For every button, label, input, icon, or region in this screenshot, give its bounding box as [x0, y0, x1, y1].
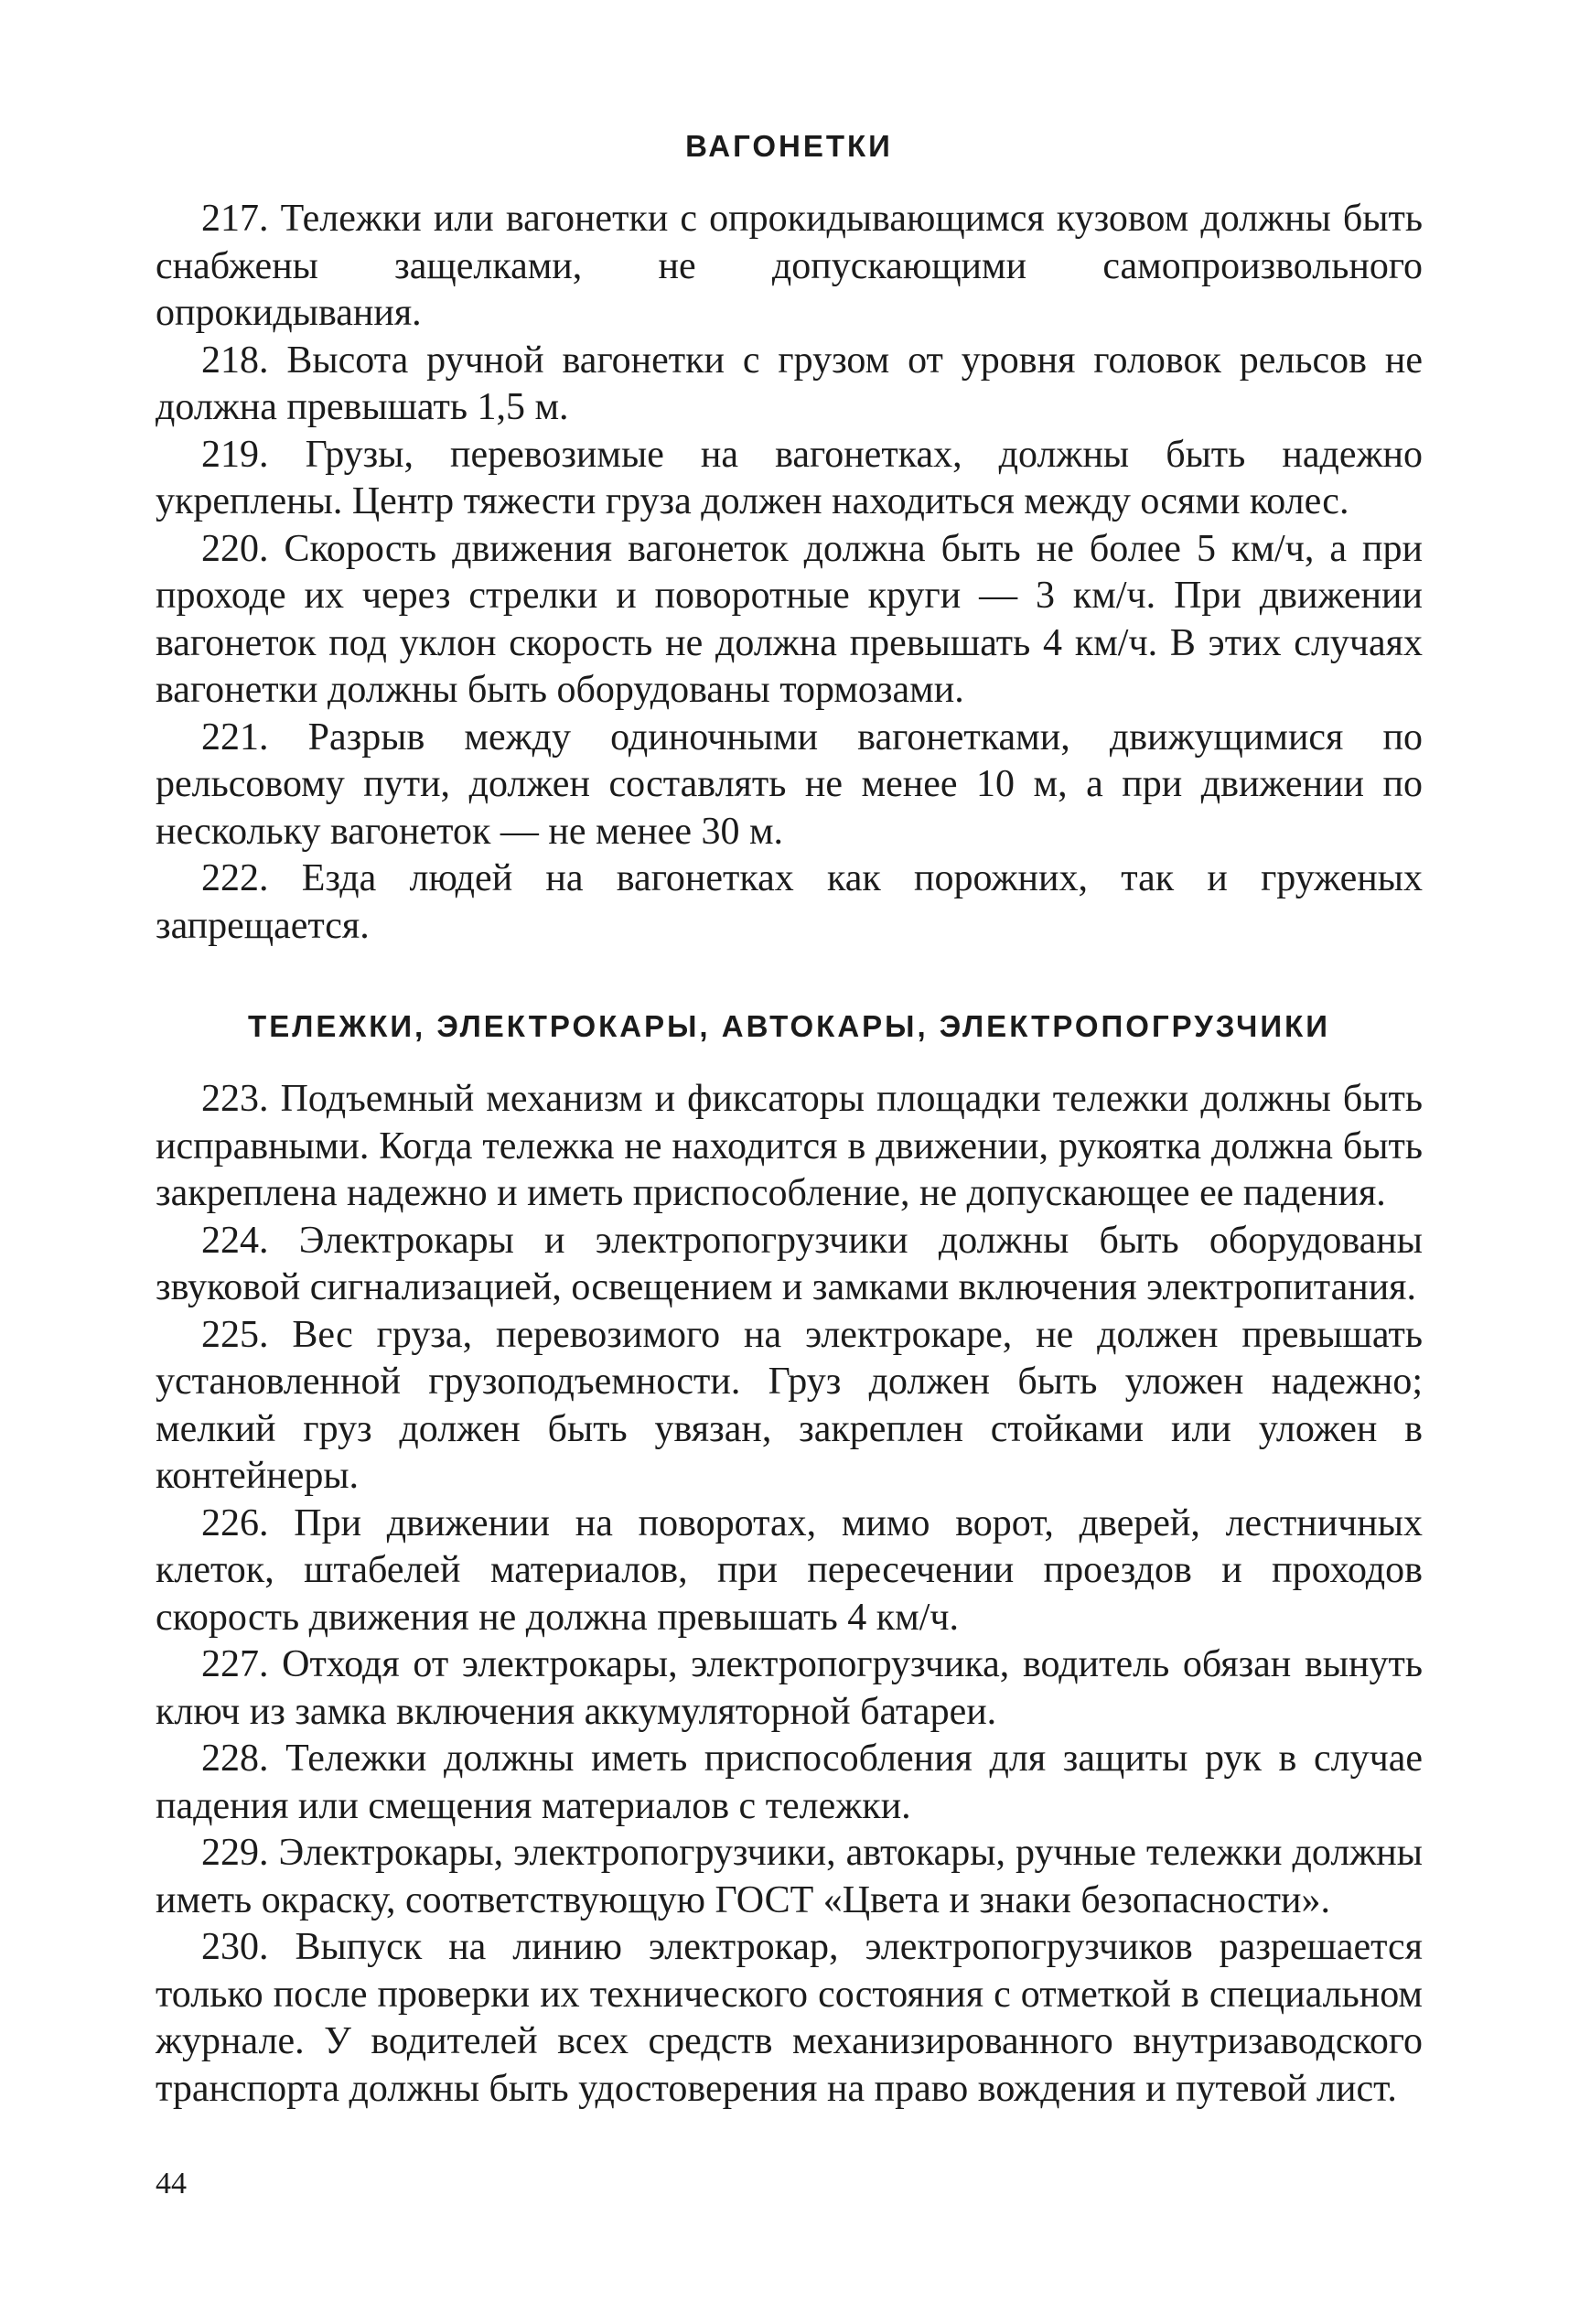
page-number: 44: [156, 2167, 187, 2200]
section-heading-wagons: ВАГОНЕТКИ: [685, 129, 893, 163]
paragraph-228: 228. Тележки должны иметь приспособления для защиты рук в случае падения или смещения материалов с тележки.: [156, 1738, 1423, 1827]
paragraph-227: 227. Отходя от электрокары, электропогрузчика, водитель обязан вынуть ключ из замка включения аккумуляторной батареи.: [156, 1643, 1423, 1733]
paragraph-223: 223. Подъемный механизм и фиксаторы площадки тележки должны быть исправными. Когда тележка не находится в движении, рукоятка должна быть закреплена надежно и иметь приспособление, не допускающее ее падения.: [156, 1078, 1423, 1214]
paragraph-221: 221. Разрыв между одиночными вагонетками, движущимися по рельсовому пути, должен составлять не менее 10 м, а при движении по нескольку вагонеток — не менее 30 м.: [156, 715, 1423, 853]
section-wagons-body: [156, 196, 1423, 950]
paragraph-229: 229. Электрокары, электропогрузчики, автокары, ручные тележки должны иметь окраску, соответствующую ГОСТ «Цвета и знаки безопасности».: [156, 1832, 1423, 1921]
paragraph-226: 226. При движении на поворотах, мимо ворот, дверей, лестничных клеток, штабелей материалов, при пересечении проездов и проходов скорость движения не должна превышать 4 км/ч.: [156, 1501, 1423, 1639]
paragraph-218: 218. Высота ручной вагонетки с грузом от уровня головок рельсов не должна превышать 1,5 м.: [156, 339, 1423, 428]
paragraph-224: 224. Электрокары и электропогрузчики должны быть оборудованы звуковой сигнализацией, освещением и замками включения электропитания.: [156, 1219, 1423, 1308]
paragraph-230: 230. Выпуск на линию электрокар, электропогрузчиков разрешается только после проверки их технического состояния с отметкой в специальном журнале. У водителей всех средств механизированного внутризаводского транспорта должны быть удостоверения на право вождения и путевой лист.: [156, 1926, 1423, 2110]
page-content: [156, 128, 1423, 2113]
paragraph-220: 220. Скорость движения вагонеток должна быть не более 5 км/ч, а при проходе их через стрелки и поворотные круги — 3 км/ч. При движении вагонеток под уклон скорость не должна превышать 4 км/ч. В этих случаях вагонетки должны быть оборудованы тормозами.: [156, 527, 1423, 711]
section-heading-carts: ТЕЛЕЖКИ, ЭЛЕКТРОКАРЫ, АВТОКАРЫ, ЭЛЕКТРОПОГРУЗЧИКИ: [248, 1009, 1330, 1043]
paragraph-222: 222. Езда людей на вагонетках как порожних, так и груженых запрещается.: [156, 857, 1423, 947]
paragraph-225: 225. Вес груза, перевозимого на электрокаре, не должен превышать установленной грузоподъемности. Груз должен быть уложен надежно; мелкий груз должен быть увязан, закреплен стойками или уложен в контейнеры.: [156, 1313, 1423, 1497]
paragraph-219: 219. Грузы, перевозимые на вагонетках, должны быть надежно укреплены. Центр тяжести груза должен находиться между осями колес.: [156, 433, 1423, 522]
section-carts-body: [156, 1076, 1423, 2113]
paragraph-217: 217. Тележки или вагонетки с опрокидывающимся кузовом должны быть снабжены защелками, не допускающими самопроизвольного опрокидывания.: [156, 198, 1423, 334]
